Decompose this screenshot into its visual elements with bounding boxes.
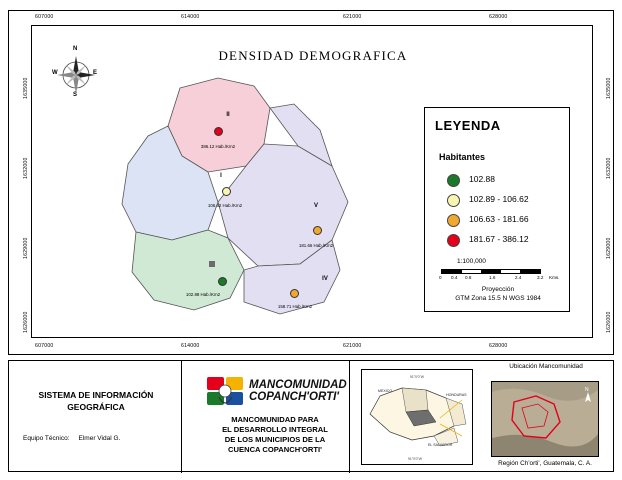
compass-rose-icon xyxy=(52,48,100,100)
coord-bottom-3: 621000 xyxy=(343,343,362,349)
scale-tick-2: 0.8 xyxy=(465,275,472,280)
svg-text:HONDURAS: HONDURAS xyxy=(446,393,467,397)
coord-bottom-1: 607000 xyxy=(35,343,54,349)
sig-title: SISTEMA DE INFORMACIÓN GEOGRÁFICA xyxy=(38,390,154,412)
legend-label-4: 181.67 - 386.12 xyxy=(469,234,529,244)
municipality-label-IV: IV xyxy=(322,276,328,282)
organization-desc-line1: MANCOMUNIDAD PARA xyxy=(231,415,319,424)
scale-tick-0: 0 xyxy=(439,275,442,280)
municipality-label-I: I xyxy=(220,173,222,179)
svg-text:91°0'0"W: 91°0'0"W xyxy=(408,457,422,461)
locator-map-country xyxy=(361,369,473,465)
organization-desc-line3: DE LOS MUNICIPIOS DE LA xyxy=(224,435,326,444)
municipality-value-I: 106.62 Hab./Km2 xyxy=(207,203,243,208)
coord-bottom-4: 628000 xyxy=(489,343,508,349)
legend-subtitle: Habitantes xyxy=(439,152,486,162)
compass-south-label: S xyxy=(73,92,78,98)
locator-map-region xyxy=(491,381,599,457)
legend-swatch-4 xyxy=(447,234,460,247)
coord-top-1: 607000 xyxy=(35,14,54,20)
legend-label-3: 106.63 - 181.66 xyxy=(469,214,529,224)
legend-label-2: 102.89 - 106.62 xyxy=(469,194,529,204)
scale-tick-4: 2.4 xyxy=(515,275,522,280)
legend-label-1: 102.88 xyxy=(469,174,495,184)
municipality-label-V: V xyxy=(313,203,318,209)
coord-right-3: 1629000 xyxy=(606,237,612,259)
coord-bottom-2: 614000 xyxy=(181,343,200,349)
municipality-value-V: 181.66 Hab./Km2 xyxy=(298,243,334,248)
footer-divider-1 xyxy=(181,361,182,473)
projection-label: Proyección xyxy=(481,286,515,293)
scale-units: Kms. xyxy=(549,275,560,280)
polygon-III xyxy=(132,230,244,310)
legend-swatch-2 xyxy=(447,194,460,207)
coord-right-1: 1635000 xyxy=(606,77,612,99)
scale-tick-5: 3.2 xyxy=(537,275,544,280)
coord-left-3: 1629000 xyxy=(23,237,29,259)
coord-left-4: 1626000 xyxy=(23,311,29,333)
scale-bar xyxy=(441,269,541,274)
organization-name-line1: MANCOMUNIDAD xyxy=(249,379,347,391)
legend-swatch-3 xyxy=(447,214,460,227)
team-name: Elmer Vidal G. xyxy=(78,435,121,442)
team-credit xyxy=(23,435,120,442)
organization-name-line2: COPANCH'ORTI' xyxy=(249,391,340,403)
map-canvas[interactable] xyxy=(31,25,593,338)
svg-text:MEXICO: MEXICO xyxy=(378,389,393,393)
svg-text:91°0'0"W: 91°0'0"W xyxy=(410,375,424,379)
municipality-value-III: 102.88 Hab./Km2 xyxy=(185,292,221,297)
scale-ratio: 1:100,000 xyxy=(457,258,486,265)
main-map-frame xyxy=(8,10,614,355)
coord-top-2: 614000 xyxy=(181,14,200,20)
municipality-label-III-marker xyxy=(209,261,215,267)
page-title: DENSIDAD DEMOGRAFICA xyxy=(218,48,408,63)
organization-desc-line2: EL DESARROLLO INTEGRAL xyxy=(222,425,328,434)
marker-II xyxy=(214,127,223,136)
legend-swatch-1 xyxy=(447,174,460,187)
scale-tick-3: 1.6 xyxy=(489,275,496,280)
compass-east-label: E xyxy=(93,70,98,76)
marker-I xyxy=(222,187,231,196)
svg-text:EL SALVADOR: EL SALVADOR xyxy=(428,443,453,447)
coord-left-1: 1635000 xyxy=(23,77,29,99)
projection-value: GTM Zona 15.5 N WGS 1984 xyxy=(455,295,541,302)
marker-IV xyxy=(290,289,299,298)
mancomunidad-logo-icon xyxy=(205,375,247,411)
svg-text:N: N xyxy=(585,387,589,393)
legend-panel xyxy=(424,107,570,312)
coord-right-4: 1626000 xyxy=(606,311,612,333)
locator-subcaption: Región Ch'orti', Guatemala, C. A. xyxy=(498,460,592,467)
coord-top-3: 621000 xyxy=(343,14,362,20)
footer-panel xyxy=(8,360,614,472)
organization-description xyxy=(195,415,355,455)
team-label: Equipo Técnico: xyxy=(23,435,70,442)
compass-west-label: W xyxy=(52,70,58,76)
marker-V xyxy=(313,226,322,235)
locator-caption: Ubicación Mancomunidad xyxy=(509,363,583,370)
organization-name xyxy=(249,379,347,403)
scale-tick-1: 0.4 xyxy=(451,275,458,280)
compass-north-label: N xyxy=(73,46,78,52)
coord-right-2: 1632000 xyxy=(606,157,612,179)
municipality-label-II: II xyxy=(226,112,230,118)
coord-left-2: 1632000 xyxy=(23,157,29,179)
marker-III xyxy=(218,277,227,286)
coord-top-4: 628000 xyxy=(489,14,508,20)
municipality-value-II: 386.12 Hab./Km2 xyxy=(200,144,236,149)
municipality-value-IV: 158.71 Hab./Km2 xyxy=(277,304,313,309)
organization-desc-line4: CUENCA COPANCH'ORTI' xyxy=(228,445,322,454)
legend-title: LEYENDA xyxy=(435,118,501,133)
